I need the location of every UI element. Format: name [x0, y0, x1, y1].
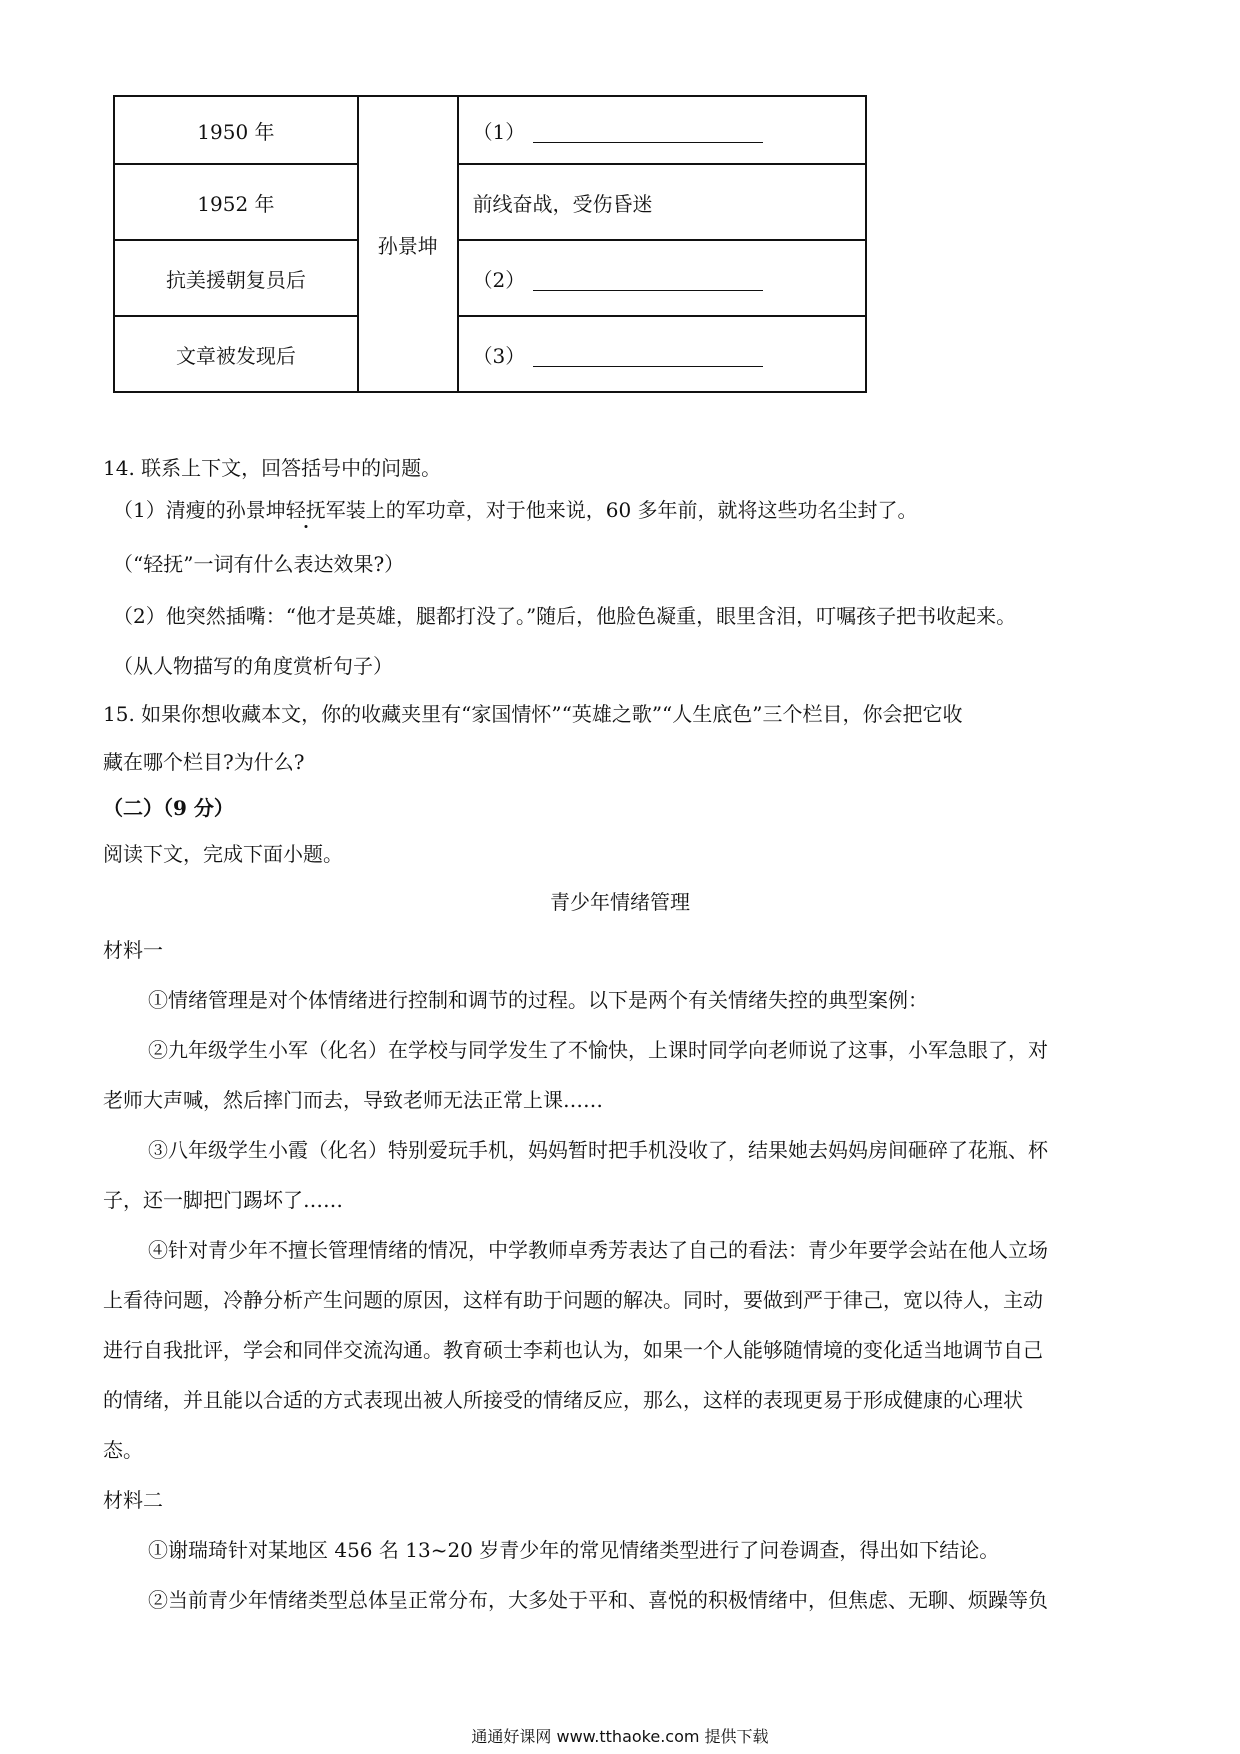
material2-label: 材料二 — [103, 1488, 163, 1512]
material1-paragraph: 子，还一脚把门踢坏了…… — [103, 1188, 343, 1212]
time-cell: 1950 年 — [114, 96, 358, 164]
dotted-word: 轻抚 — [285, 498, 326, 522]
table-row — [114, 164, 866, 240]
answer-cell — [458, 316, 866, 392]
answer-cell — [458, 96, 866, 164]
q14-part1-after: 军装上的军功章，对于他来说，60 多年前，就将这些功名尘封了。 — [325, 498, 918, 522]
material1-label: 材料一 — [103, 938, 163, 962]
answer-blank[interactable] — [533, 272, 763, 291]
material1-paragraph: ③八年级学生小霞（化名）特别爱玩手机，妈妈暂时把手机没收了，结果她去妈妈房间砸碎了花瓶、杯 — [148, 1138, 1048, 1162]
person-cell: 孙景坤 — [358, 96, 458, 392]
section-heading: （二）（9 分） — [103, 796, 234, 820]
material1-paragraph: 进行自我批评，学会和同伴交流沟通。教育硕士李莉也认为，如果一个人能够随情境的变化适当地调节自己 — [103, 1338, 1043, 1362]
reading-instruction: 阅读下文，完成下面小题。 — [103, 842, 343, 866]
answer-blank[interactable] — [533, 348, 763, 367]
table-row — [114, 316, 866, 392]
table-row — [114, 240, 866, 316]
q15-line1: 15. 如果你想收藏本文，你的收藏夹里有“家国情怀”“英雄之歌”“人生底色”三个栏目，你会把它收 — [103, 702, 963, 726]
q15-line2: 藏在哪个栏目?为什么? — [103, 750, 305, 774]
material2-paragraph: ①谢瑞琦针对某地区 456 名 13~20 岁青少年的常见情绪类型进行了问卷调查，得出如下结论。 — [148, 1538, 1000, 1562]
table-row — [114, 96, 866, 164]
material1-paragraph: 的情绪，并且能以合适的方式表现出被人所接受的情绪反应，那么，这样的表现更易于形成健康的心理状 — [103, 1388, 1023, 1412]
material1-paragraph: 老师大声喊，然后摔门而去，导致老师无法正常上课…… — [103, 1088, 603, 1112]
answer-cell — [458, 240, 866, 316]
q14-part1-question: （“轻抚”一词有什么表达效果?） — [113, 552, 405, 576]
content-cell: 前线奋战，受伤昏迷 — [458, 164, 866, 240]
q14-part2-question: （从人物描写的角度赏析句子） — [113, 654, 393, 678]
page-footer: 通通好课网 www.tthaoke.com 提供下载 — [471, 1727, 769, 1746]
material1-paragraph: 态。 — [103, 1438, 143, 1462]
answer-number: （3） — [472, 343, 526, 368]
answer-number: （2） — [472, 267, 526, 292]
material1-paragraph: ①情绪管理是对个体情绪进行控制和调节的过程。以下是两个有关情绪失控的典型案例： — [148, 988, 928, 1012]
time-cell: 文章被发现后 — [114, 316, 358, 392]
answer-blank[interactable] — [533, 124, 763, 143]
material1-paragraph: 上看待问题，冷静分析产生问题的原因，这样有助于问题的解决。同时，要做到严于律己，宽以待人，主动 — [103, 1288, 1043, 1312]
material1-paragraph: ④针对青少年不擅长管理情绪的情况，中学教师卓秀芳表达了自己的看法：青少年要学会站在他人立场 — [148, 1238, 1048, 1262]
material1-paragraph: ②九年级学生小军（化名）在学校与同学发生了不愉快，上课时同学向老师说了这事，小军急眼了，对 — [148, 1038, 1048, 1062]
time-cell: 1952 年 — [114, 164, 358, 240]
q14-part1-before: （1）清瘦的孙景坤 — [113, 498, 286, 522]
timeline-table — [113, 95, 867, 393]
q14-part1 — [113, 494, 918, 523]
q14-title: 14. 联系上下文，回答括号中的问题。 — [103, 456, 442, 480]
answer-number: （1） — [472, 119, 526, 144]
material2-paragraph: ②当前青少年情绪类型总体呈正常分布，大多处于平和、喜悦的积极情绪中，但焦虑、无聊、烦躁等负 — [148, 1588, 1048, 1612]
time-cell: 抗美援朝复员后 — [114, 240, 358, 316]
article-title: 青少年情绪管理 — [550, 890, 690, 914]
q14-part2: （2）他突然插嘴：“他才是英雄，腿都打没了。”随后，他脸色凝重，眼里含泪，叮嘱孩子把书收起来。 — [113, 604, 1017, 628]
